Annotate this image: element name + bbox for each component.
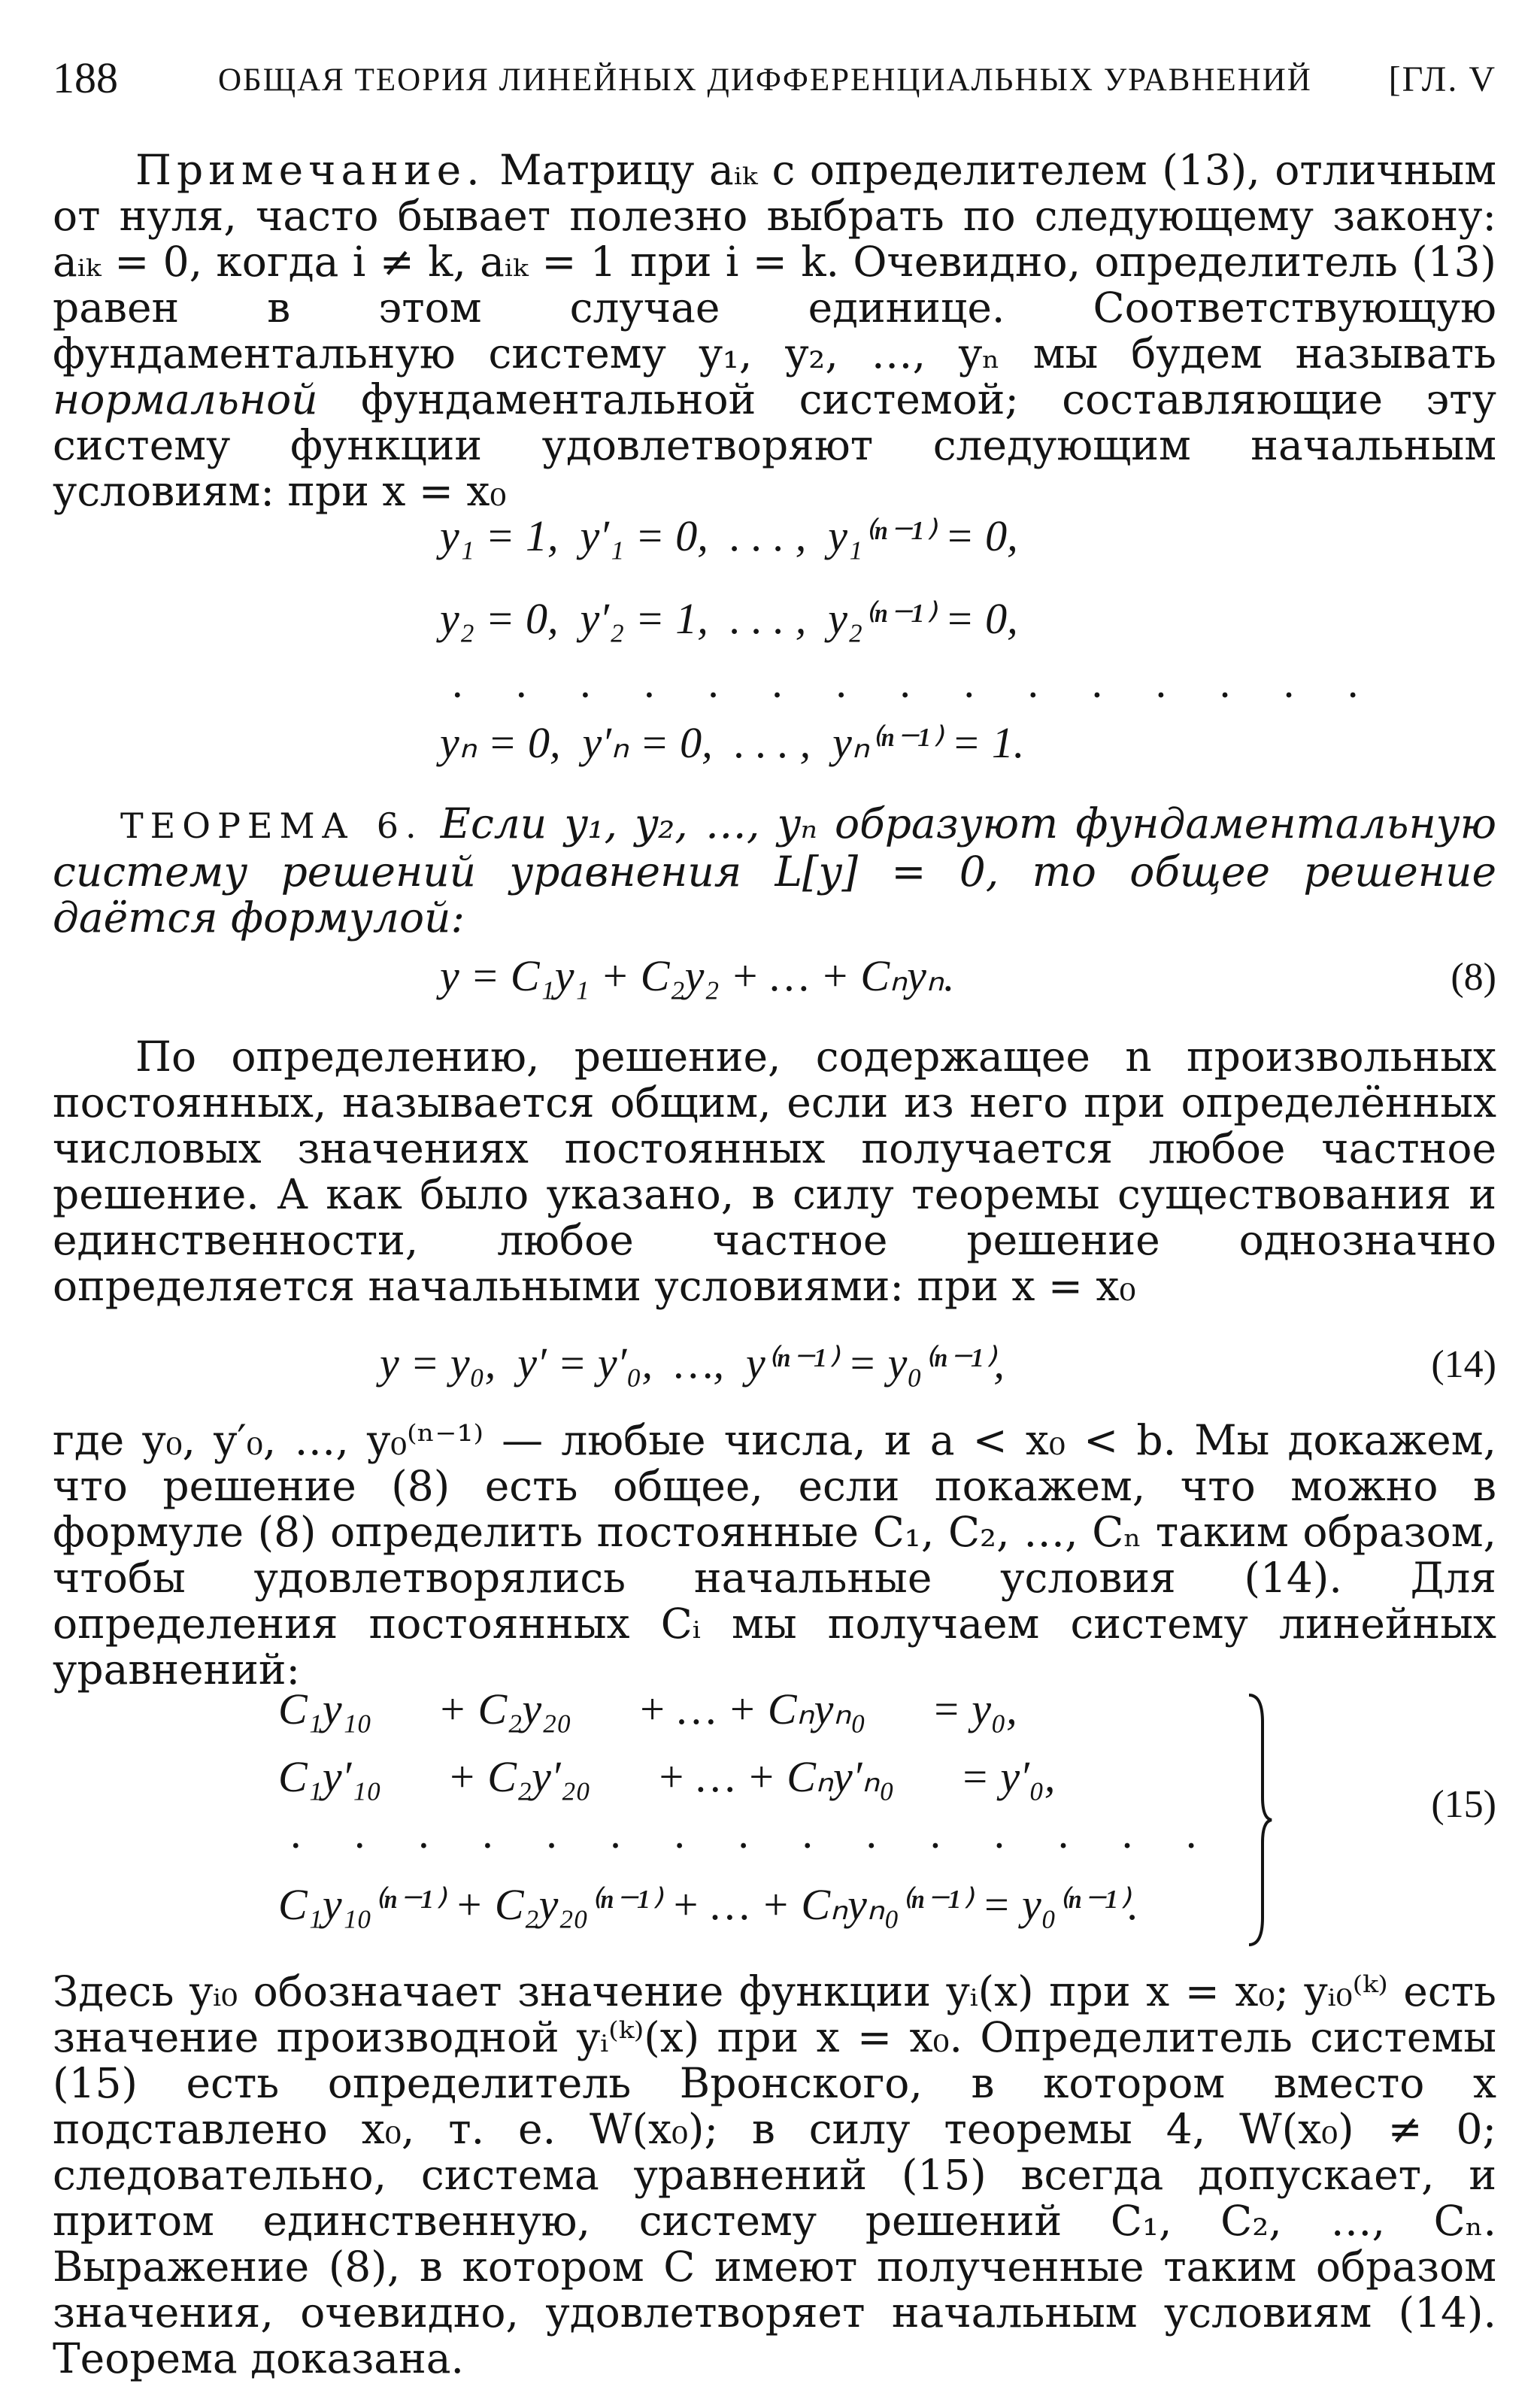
normal-condition-2: y₂ = 0, y′₂ = 1, . . . , y₂⁽ⁿ⁻¹⁾ = 0, bbox=[440, 594, 1018, 643]
system-15-row-n: C₁y₁₀⁽ⁿ⁻¹⁾ + C₂y₂₀⁽ⁿ⁻¹⁾ + … + Cₙyₙ₀⁽ⁿ⁻¹⁾ = y₀⁽ⁿ⁻¹⁾. bbox=[278, 1880, 1139, 1929]
page-header bbox=[53, 53, 1496, 113]
remark-text-end: фундаментальной системой; составляющие эту систему функции удовлетворяют следующим начальным условиям: при x = x₀ bbox=[53, 375, 1496, 515]
formula-14: y = y₀, y′ = y′₀, …, y⁽ⁿ⁻¹⁾ = y₀⁽ⁿ⁻¹⁾, bbox=[380, 1339, 1005, 1388]
proof-end-paragraph: Здесь yᵢ₀ обозначает значение функции yᵢ(x) при x = x₀; yᵢ₀⁽ᵏ⁾ есть значение производной yᵢ⁽ᵏ⁾(x) при x = x₀. Определитель системы (15) есть определитель Вронского, в котором вместо x подставлено x₀, т. е. W(x₀); в силу теоремы 4, W(x₀) ≠ 0; следовательно, система уравнений (15) всегда допускает, и притом единственную, систему решений C₁, C₂, …, Cₙ. Выражение (8), в котором C имеют полученные таким образом значения, очевидно, удовлетворяет начальным условиям (14). Теорема доказана. bbox=[53, 1967, 1496, 2382]
remark-text: Матрицу aᵢₖ с определителем (13), отличным от нуля, часто бывает полезно выбрать по следующему закону: aᵢₖ = 0, когда i ≠ k, aᵢₖ = 1 при i = k. Очевидно, определитель (13) равен в этом случае единице. Соответствующую фундаментальную систему y₁, y₂, …, yₙ мы будем называть bbox=[53, 146, 1497, 378]
system-15-row-2: C₁y′₁₀ + C₂y′₂₀ + … + Cₙy′ₙ₀ = y′₀, bbox=[278, 1752, 1056, 1801]
running-title: ОБЩАЯ ТЕОРИЯ ЛИНЕЙНЫХ ДИФФЕРЕНЦИАЛЬНЫХ УРАВНЕНИЙ bbox=[218, 62, 1312, 98]
system-15-ellipsis: . . . . . . . . . . . . . . . bbox=[290, 1812, 1217, 1858]
formula-8-number: (8) bbox=[1451, 956, 1496, 999]
system-15-number: (15) bbox=[1431, 1783, 1496, 1826]
page-number: 188 bbox=[53, 53, 118, 102]
ellipsis-row: . . . . . . . . . . . . . . . bbox=[451, 662, 1379, 707]
proof-intro-paragraph: По определению, решение, содержащее n произвольных постоянных, называется общим, если из него при определённых числовых значениях постоянных получается любое частное решение. А как было указано, в силу теоремы существования и единственности, любое частное решение однозначно определяется начальными условиями: при x = x₀ bbox=[53, 1033, 1496, 1310]
theorem-label: ТЕОРЕМА 6. bbox=[120, 805, 423, 846]
remark-emphasis: нормальной bbox=[53, 375, 318, 423]
remark-paragraph bbox=[53, 147, 1496, 514]
normal-condition-1: y₁ = 1, y′₁ = 0, . . . , y₁⁽ⁿ⁻¹⁾ = 0, bbox=[440, 511, 1018, 560]
chapter-label: [ГЛ. V bbox=[1388, 59, 1496, 99]
theorem-text: Если y₁, y₂, …, yₙ образуют фундаментальную систему решений уравнения L[y] = 0, то общее решение даётся формулой: bbox=[53, 799, 1497, 942]
proof-middle-paragraph: где y₀, y′₀, …, y₀⁽ⁿ⁻¹⁾ — любые числа, и a < x₀ < b. Мы докажем, что решение (8) есть общее, если покажем, что можно в формуле (8) определить постоянные C₁, C₂, …, Cₙ таким образом, чтобы удовлетворялись начальные условия (14). Для определения постоянных Cᵢ мы получаем систему линейных уравнений: bbox=[53, 1416, 1496, 1694]
system-15-row-1: C₁y₁₀ + C₂y₂₀ + … + Cₙyₙ₀ = y₀, bbox=[278, 1685, 1017, 1733]
formula-14-number: (14) bbox=[1431, 1343, 1496, 1386]
remark-label: Примечание. bbox=[135, 146, 485, 194]
formula-8: y = C₁y₁ + C₂y₂ + … + Cₙyₙ. bbox=[440, 951, 955, 1000]
right-brace-icon bbox=[1244, 1692, 1275, 1948]
theorem-paragraph bbox=[53, 801, 1496, 941]
normal-condition-n: yₙ = 0, y′ₙ = 0, . . . , yₙ⁽ⁿ⁻¹⁾ = 1. bbox=[440, 718, 1025, 767]
